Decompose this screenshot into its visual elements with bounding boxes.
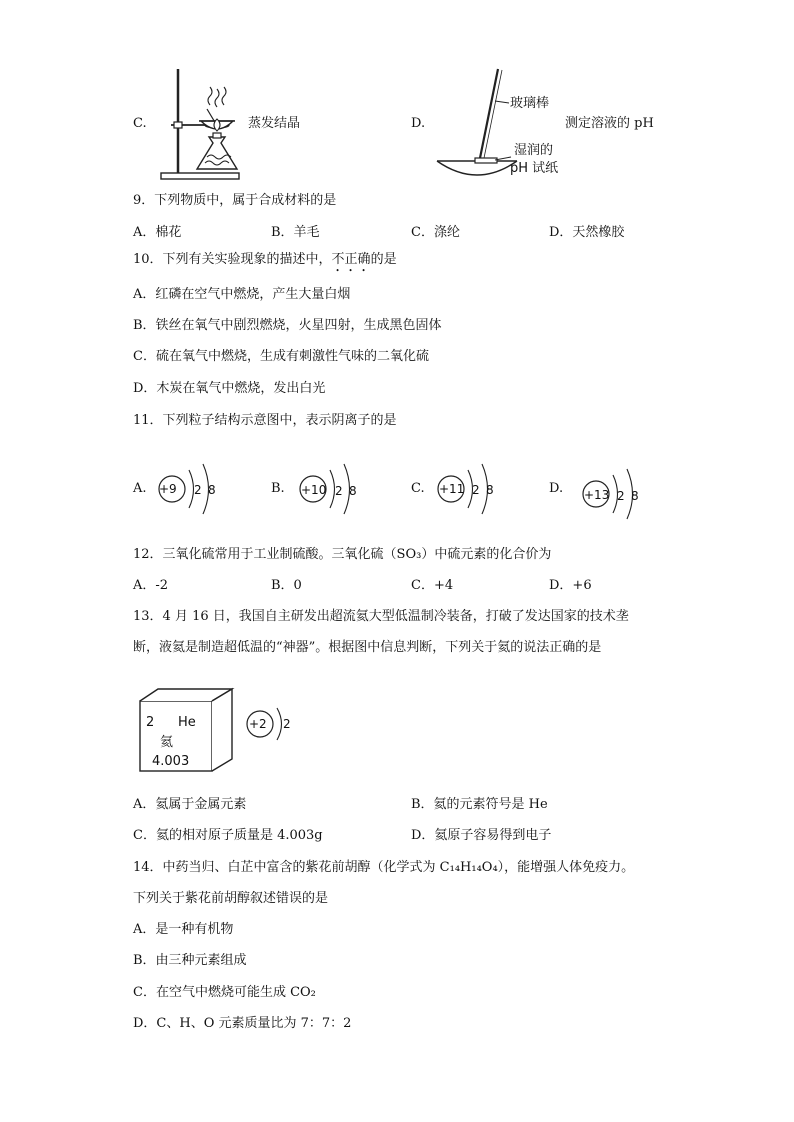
- q8-option-c-text: 蒸发结晶: [248, 116, 301, 131]
- q12-option-b: B．0: [271, 578, 302, 593]
- q14-option-b: B．由三种元素组成: [133, 953, 247, 968]
- helium-nucleus: +2: [249, 717, 267, 731]
- q11-a-shell1: 2: [194, 483, 202, 497]
- q11-c-shell2: 8: [486, 483, 494, 497]
- helium-atomic-mass: 4.003: [152, 754, 190, 769]
- q9-option-c: C．涤纶: [411, 225, 460, 240]
- q11-a-shell2: 8: [208, 483, 216, 497]
- q10-option-a: A．红磷在空气中燃烧，产生大量白烟: [133, 287, 351, 302]
- q13-option-b: B．氦的元素符号是 He: [411, 797, 548, 812]
- q11-c-shell1: 2: [472, 483, 480, 497]
- glass-rod-label: 玻璃棒: [510, 96, 550, 111]
- q11-option-b-label: B.: [271, 481, 285, 496]
- q9-option-a: A．棉花: [133, 225, 182, 240]
- q11-a-nucleus: +9: [159, 482, 177, 496]
- q10-option-d: D．木炭在氧气中燃烧，发出白光: [133, 381, 326, 396]
- q13-option-a: A．氦属于金属元素: [133, 797, 247, 812]
- q10-option-c: C．硫在氧气中燃烧，生成有刺激性气味的二氧化硫: [133, 349, 429, 364]
- q11-option-a-label: A.: [133, 481, 147, 496]
- q9-stem: 9．下列物质中，属于合成材料的是: [133, 193, 337, 208]
- q11-d-nucleus: +13: [584, 488, 610, 502]
- q9-option-b: B．羊毛: [271, 225, 320, 240]
- q12-option-a: A．-2: [133, 578, 169, 593]
- q14-option-d: D．C、H、O 元素质量比为 7：7：2: [133, 1016, 352, 1031]
- q11-b-nucleus: +10: [301, 483, 327, 497]
- q13-stem-line1: 13．4 月 16 日，我国自主研发出超流氦大型低温制冷装备，打破了发达国家的技术垄: [133, 609, 629, 624]
- q12-option-d: D．+6: [549, 578, 592, 593]
- q10-stem-after: 的是: [370, 252, 397, 267]
- q11-option-d-label: D.: [549, 481, 564, 496]
- helium-symbol: He: [178, 715, 196, 730]
- q14-stem-line2: 下列关于紫花前胡醇叙述错误的是: [133, 891, 329, 906]
- q10-stem: [133, 252, 397, 275]
- q13-stem-line2: 断，液氦是制造超低温的“神器”。根据图中信息判断，下列关于氦的说法正确的是: [133, 640, 602, 655]
- q11-stem: 11．下列粒子结构示意图中，表示阴离子的是: [133, 413, 397, 428]
- ph-paper-label-line2: pH 试纸: [510, 161, 559, 176]
- q12-option-c: C．+4: [411, 578, 454, 593]
- q14-option-c: C．在空气中燃烧可能生成 CO₂: [133, 985, 316, 1000]
- q11-d-shell1: 2: [617, 489, 625, 503]
- q11-b-shell1: 2: [335, 484, 343, 498]
- q8-option-c-label: C.: [133, 116, 147, 131]
- helium-atomic-number: 2: [146, 715, 155, 730]
- q13-option-d: D．氦原子容易得到电子: [411, 828, 552, 843]
- q9-option-d: D．天然橡胶: [549, 225, 625, 240]
- q12-stem: 12．三氧化硫常用于工业制硫酸。三氧化硫（SO₃）中硫元素的化合价为: [133, 547, 552, 562]
- q10-stem-before: 10．下列有关实验现象的描述中，: [133, 252, 332, 267]
- q8-option-d-text: 测定溶液的 pH: [565, 116, 654, 131]
- q14-stem-line1: 14．中药当归、白芷中富含的紫花前胡醇（化学式为 C₁₄H₁₄O₄），能增强人体免疫力。: [133, 860, 635, 875]
- q8-option-d-label: D.: [411, 116, 426, 131]
- ph-paper-label-line1: 湿润的: [514, 143, 554, 158]
- q11-d-shell2: 8: [631, 489, 639, 503]
- evaporation-apparatus-figure: [155, 65, 245, 183]
- helium-shell1: 2: [283, 717, 291, 731]
- q13-option-c: C．氦的相对原子质量是 4.003g: [133, 828, 323, 843]
- q10-option-b: B．铁丝在氧气中剧烈燃烧，火星四射，生成黑色固体: [133, 318, 442, 333]
- q14-option-a: A．是一种有机物: [133, 922, 234, 937]
- q11-option-c-label: C.: [411, 481, 425, 496]
- q10-stem-emphasis: 不正确: [331, 252, 371, 267]
- q11-b-shell2: 8: [349, 484, 357, 498]
- helium-name: 氦: [160, 735, 174, 750]
- q11-c-nucleus: +11: [439, 482, 465, 496]
